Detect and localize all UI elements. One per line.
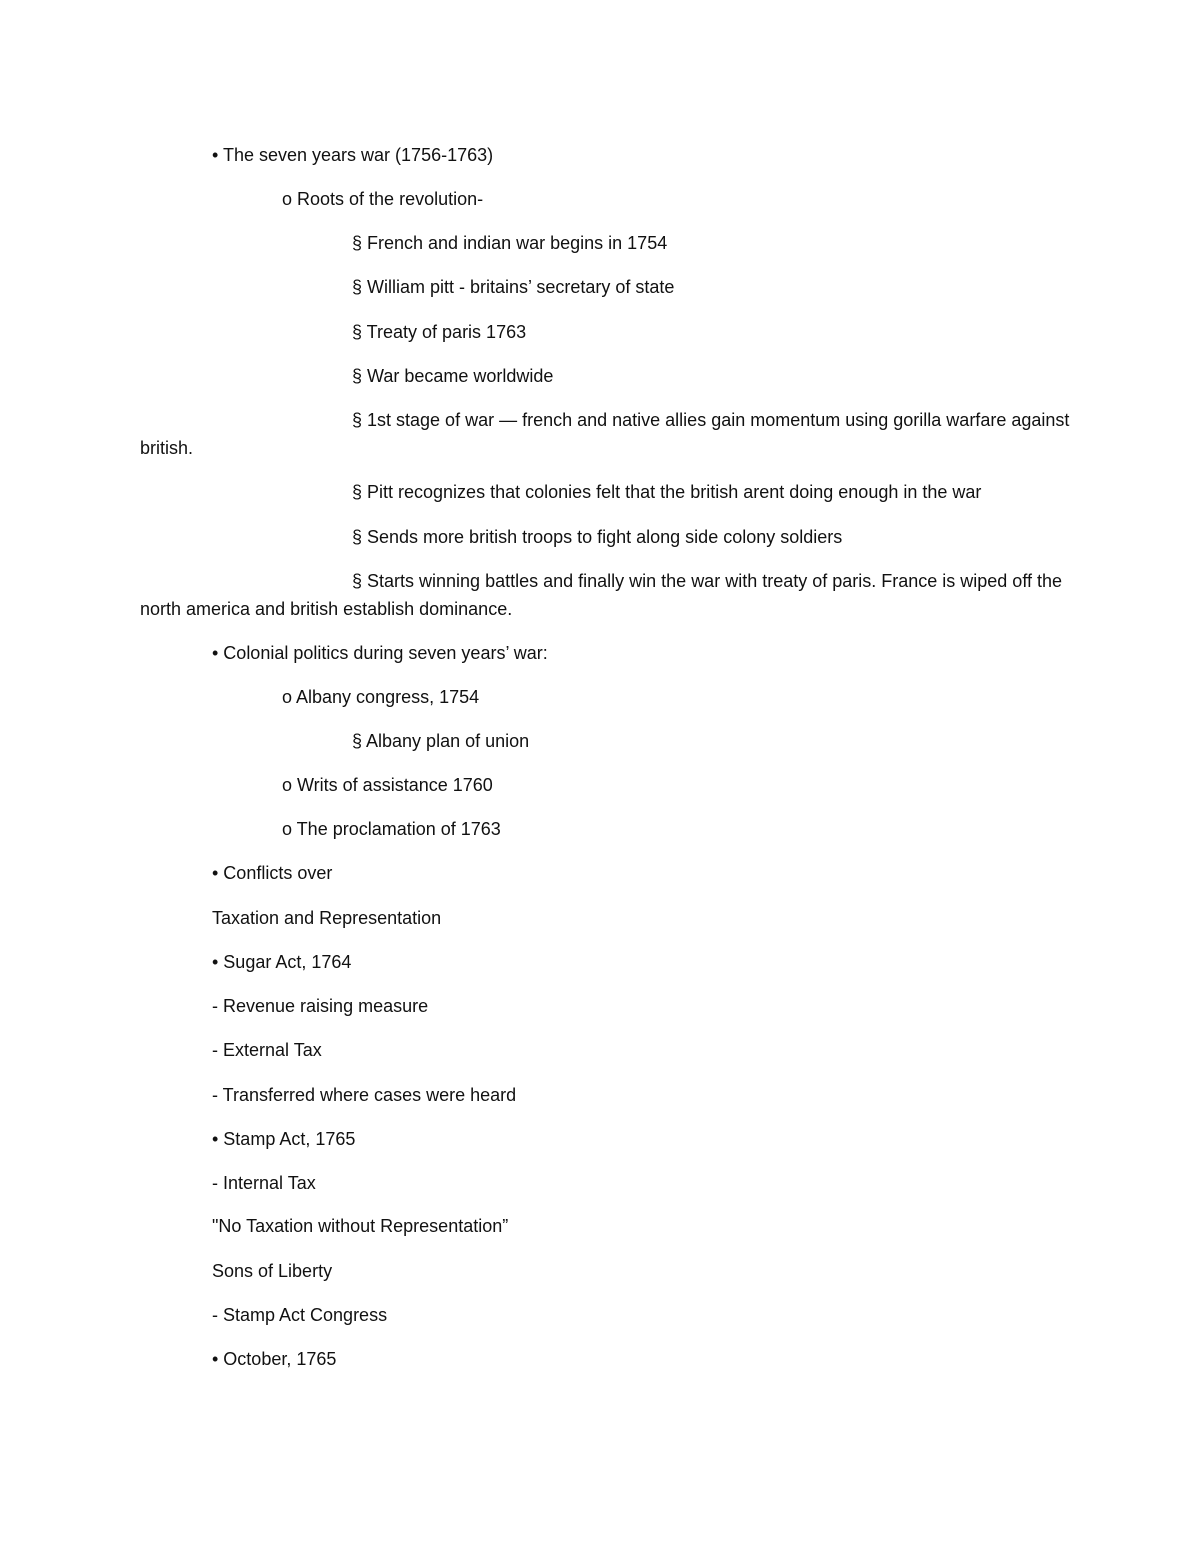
sub-sub-item: § William pitt - britains’ secretary of state — [352, 277, 675, 297]
dash-item: - Internal Tax — [212, 1173, 316, 1193]
sub-sub-item: § French and indian war begins in 1754 — [352, 233, 668, 253]
sub-sub-item: § Treaty of paris 1763 — [352, 322, 527, 342]
bullet-item: • Colonial politics during seven years’ war: — [212, 643, 548, 663]
sub-sub-item: § Albany plan of union — [352, 731, 530, 751]
sub-sub-item-wrapped: § Starts winning battles and finally win the war with treaty of paris. France is wiped off the north america and british establish dominance. — [140, 571, 1063, 619]
text-line: Sons of Liberty — [212, 1261, 333, 1281]
dash-item: - Transferred where cases were heard — [212, 1085, 517, 1105]
bullet-item: • The seven years war (1756-1763) — [212, 145, 494, 165]
sub-sub-item-wrapped: § 1st stage of war — french and native allies gain momentum using gorilla warfare against british. — [140, 410, 1070, 458]
bullet-item: • October, 1765 — [212, 1349, 337, 1369]
bullet-item: • Conflicts over — [212, 863, 333, 883]
sub-sub-item: § Pitt recognizes that colonies felt that the british arent doing enough in the war — [352, 482, 982, 502]
dash-item: - Stamp Act Congress — [212, 1305, 388, 1325]
sub-item: o The proclamation of 1763 — [282, 819, 501, 839]
text-line: Taxation and Representation — [212, 908, 442, 928]
dash-item: - External Tax — [212, 1040, 322, 1060]
sub-sub-item: § War became worldwide — [352, 366, 554, 386]
sub-item: o Albany congress, 1754 — [282, 687, 480, 707]
sub-item: o Writs of assistance 1760 — [282, 775, 493, 795]
quote-line: "No Taxation without Representation” — [212, 1216, 509, 1236]
bullet-item: • Sugar Act, 1764 — [212, 952, 352, 972]
bullet-item: • Stamp Act, 1765 — [212, 1129, 356, 1149]
dash-item: - Revenue raising measure — [212, 996, 429, 1016]
sub-item: o Roots of the revolution- — [282, 189, 484, 209]
sub-sub-item: § Sends more british troops to fight along side colony soldiers — [352, 527, 843, 547]
